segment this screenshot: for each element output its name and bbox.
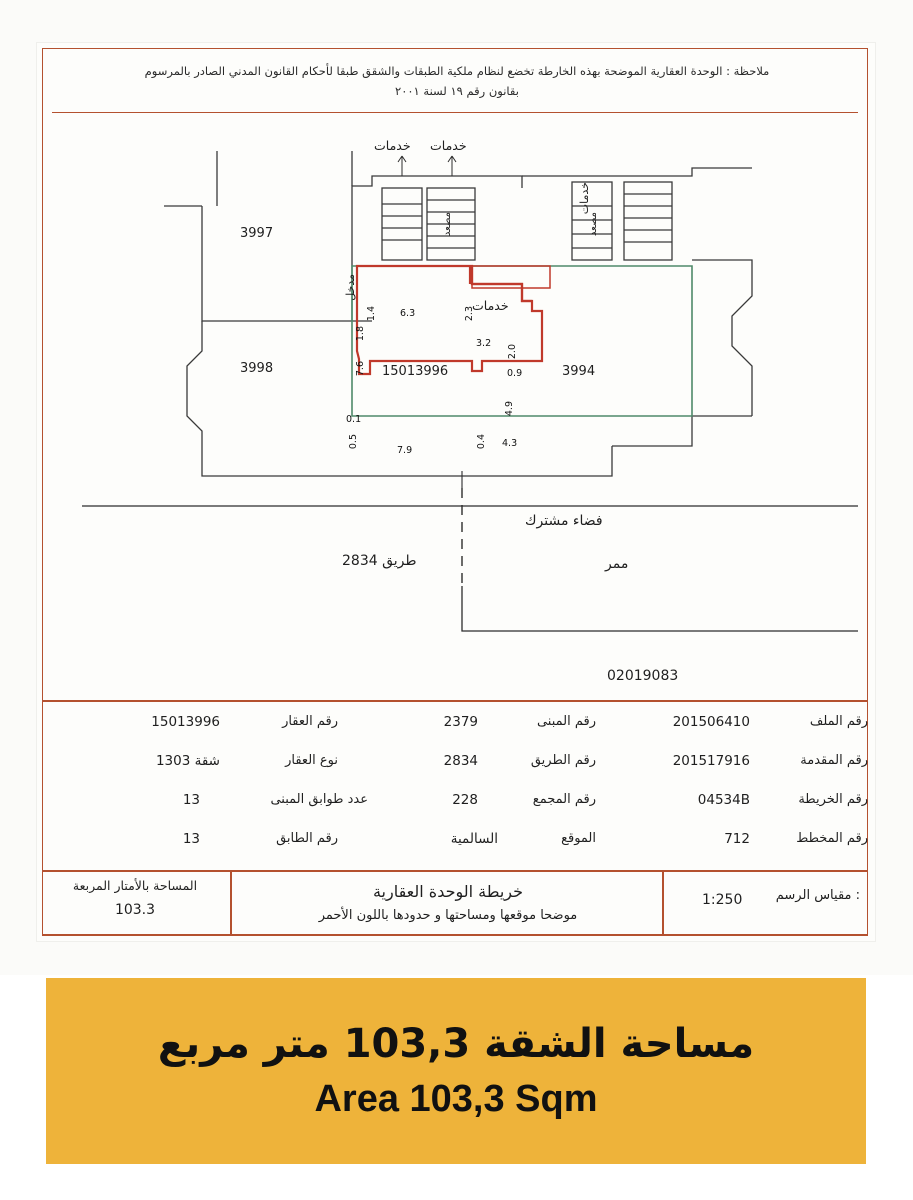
value-building-floors: 13: [182, 792, 200, 808]
table-row: [42, 827, 868, 861]
label-road-number: رقم الطريق: [530, 753, 596, 768]
entrance-label: مدخل: [344, 274, 357, 301]
footer-split-left: [230, 870, 232, 934]
elevator-label-1: مصعد: [442, 212, 453, 237]
dimension-2-3: 2.3: [464, 306, 475, 322]
banner-arabic-text: مساحة الشقة 103,3 متر مربع: [157, 1020, 755, 1067]
dimension-7-9: 7.9: [397, 445, 413, 456]
area-banner: [46, 978, 866, 1164]
label-building-floors: عدد طوابق المبنى: [270, 792, 368, 807]
unit-number: 15013996: [382, 364, 449, 379]
dimension-4-9: 4.9: [504, 401, 515, 417]
label-file-number: رقم الملف: [809, 714, 868, 729]
label-block-number: رقم المجمع: [532, 792, 596, 807]
value-property-number: 15013996: [151, 714, 220, 730]
service-label-1: خدمات: [374, 138, 411, 153]
service-label-3: خدمات: [578, 182, 591, 215]
value-property-type: شقة 1303: [155, 753, 220, 769]
label-floor-number: رقم الطابق: [276, 831, 338, 846]
value-building-number: 2379: [443, 714, 478, 730]
dimension-7-6: 7.6: [355, 361, 366, 377]
table-top-rule: [42, 700, 868, 702]
value-application-number: 201517916: [672, 753, 750, 769]
value-block-number: 228: [452, 792, 478, 808]
dimension-6-3: 6.3: [400, 308, 416, 319]
corridor-label: ممر: [605, 556, 629, 572]
dimension-0-5: 0.5: [348, 434, 359, 450]
label-building-number: رقم المبنى: [536, 714, 596, 729]
floor-plan-drawing: [52, 116, 858, 686]
neighbor-unit-3998: 3998: [240, 361, 274, 376]
label-location: الموقع: [561, 831, 596, 846]
table-footer-rule: [42, 870, 868, 872]
neighbor-unit-3994: 3994: [562, 364, 596, 379]
table-row: [42, 749, 868, 783]
dimension-0-9: 0.9: [507, 368, 523, 379]
footer-scale-block: [670, 886, 860, 904]
elevator-label-2: مصعد: [588, 212, 599, 237]
property-info-table: [42, 700, 868, 936]
value-floor-number: 13: [182, 831, 200, 847]
table-bottom-rule: [42, 934, 868, 936]
value-road-number: 2834: [443, 753, 478, 769]
dimension-3-2: 3.2: [476, 338, 492, 349]
table-row: [42, 788, 868, 822]
neighbor-unit-3997: 3997: [240, 226, 274, 241]
map-title-line-2: موضحا موقعها ومساحتها و حدودها باللون الأحمر: [318, 908, 578, 923]
label-property-type: نوع العقار: [285, 753, 338, 768]
common-space-label: فضاء مشترك: [525, 513, 603, 529]
dimension-0-4: 0.4: [476, 434, 487, 450]
scale-label: مقياس الرسم :: [775, 888, 860, 903]
floor-plan-vector: [52, 116, 858, 686]
area-label: المساحة بالأمتار المربعة: [72, 878, 198, 893]
value-map-number: 04534B: [697, 792, 750, 808]
area-value: 103.3: [114, 902, 156, 918]
plot-code: 02019083: [607, 668, 679, 684]
service-label-4: خدمات: [472, 298, 509, 313]
dimension-2-0: 2.0: [507, 344, 518, 360]
label-property-number: رقم العقار: [282, 714, 338, 729]
service-label-2: خدمات: [430, 138, 467, 153]
value-plan-number: 712: [724, 831, 750, 847]
legal-note-line-1: ملاحظة : الوحدة العقارية الموضحة بهذه الخارطة تخضع لنظام ملكية الطبقات والشقق طبقا لأحكام القانون المدني الصادر بالمرسوم: [144, 64, 770, 78]
footer-split-right: [662, 870, 664, 934]
value-location: السالمية: [450, 831, 498, 847]
label-map-number: رقم الخريطة: [798, 792, 868, 807]
map-title-line-1: خريطة الوحدة العقارية: [372, 882, 524, 901]
label-plan-number: رقم المخطط: [796, 831, 868, 846]
note-divider: [52, 112, 858, 113]
dimension-0-1: 0.1: [346, 414, 362, 425]
dimension-1-8: 1.8: [355, 326, 366, 342]
table-row: [42, 710, 868, 744]
value-file-number: 201506410: [672, 714, 750, 730]
road-label: طريق 2834: [342, 553, 417, 569]
legal-note-line-2: بقانون رقم ١٩ لسنة ٢٠٠١: [395, 84, 519, 98]
scale-value: 1:250: [702, 892, 743, 908]
dimension-1-4: 1.4: [366, 306, 377, 322]
label-application-number: رقم المقدمة: [800, 753, 868, 768]
dimension-4-3: 4.3: [502, 438, 518, 449]
banner-english-text: Area 103,3 Sqm: [314, 1077, 598, 1120]
